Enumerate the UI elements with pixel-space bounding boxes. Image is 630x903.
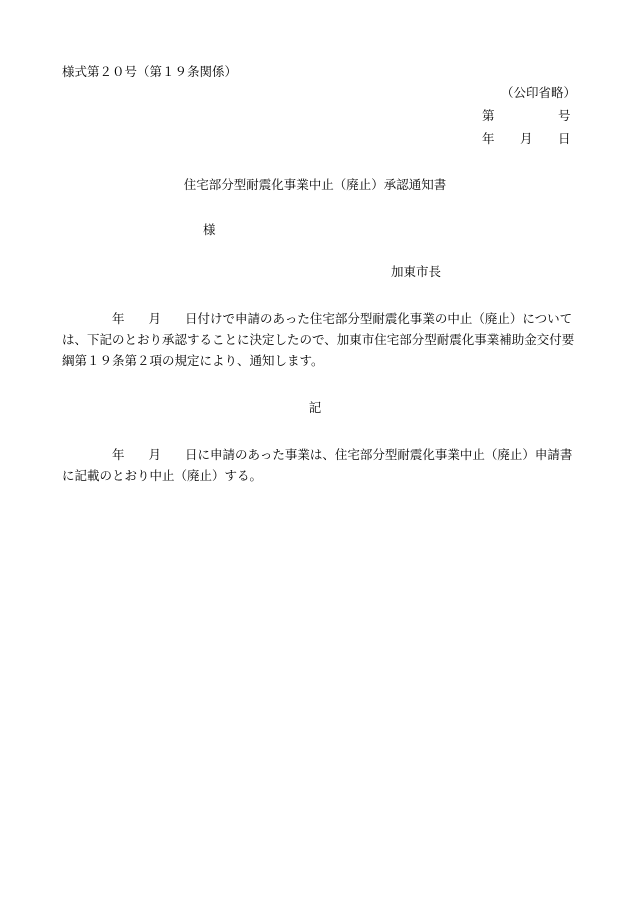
decision-paragraph-line-1	[62, 444, 584, 465]
notice-line-1-text: 日付けで申請のあった住宅部分型耐震化事業の中止（廃止）について	[185, 311, 573, 326]
form-number: 様式第２０号（第１９条関係）	[62, 64, 238, 79]
date-day-label: 日	[558, 131, 571, 146]
decision-line-1-text: 日に申請のあった事業は、住宅部分型耐震化事業中止（廃止）申請書	[185, 447, 573, 462]
application-year-label: 年	[112, 311, 125, 326]
document-number-prefix: 第	[482, 108, 495, 123]
seal-omitted-note: （公印省略）	[501, 85, 577, 100]
decision-paragraph-line-2: に記載のとおり中止（廃止）する。	[62, 468, 263, 483]
decision-month-label: 月	[148, 447, 162, 462]
date-month-label: 月	[520, 131, 533, 146]
application-month-label: 月	[148, 311, 162, 326]
notice-paragraph-line-2: は、下記のとおり承認することに決定したので、加東市住宅部分型耐震化事業補助金交付要	[62, 332, 575, 347]
document-title: 住宅部分型耐震化事業中止（廃止）承認通知書	[183, 177, 447, 192]
issuer-name: 加東市長	[391, 264, 442, 279]
recipient-honorific: 様	[203, 222, 216, 237]
notice-paragraph-line-1	[62, 308, 584, 329]
decision-paragraph	[62, 444, 584, 486]
ki-heading: 記	[308, 400, 322, 415]
decision-year-label: 年	[112, 447, 125, 462]
notice-paragraph	[62, 308, 584, 371]
document-number-suffix: 号	[558, 108, 571, 123]
date-year-label: 年	[482, 131, 495, 146]
notice-paragraph-line-3: 綱第１９条第２項の規定により、通知します。	[62, 353, 324, 368]
